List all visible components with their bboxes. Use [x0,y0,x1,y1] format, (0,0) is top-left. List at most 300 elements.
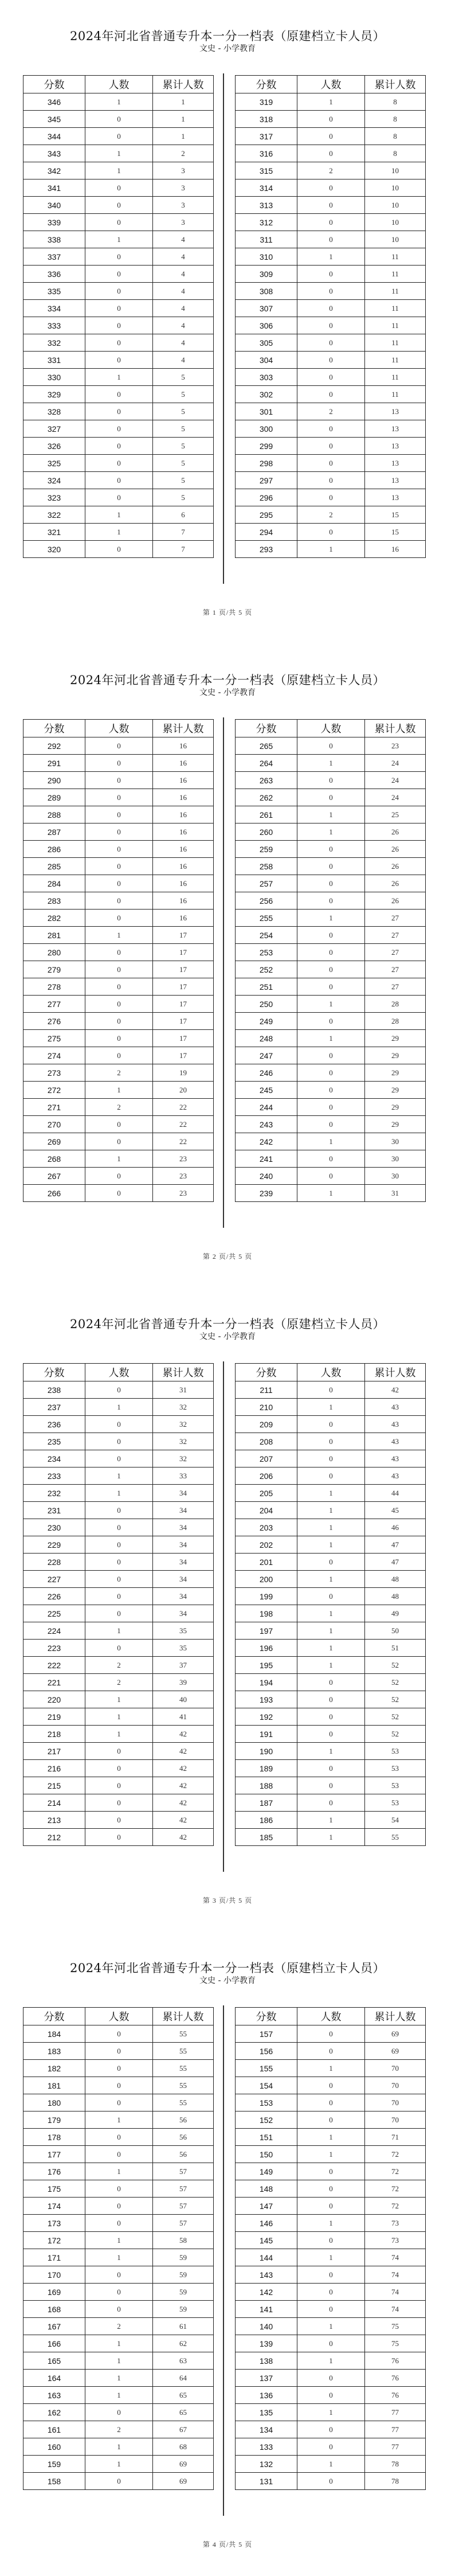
cell-cumulative: 72 [365,2180,426,2198]
cell-count: 1 [85,2438,153,2456]
header-count: 人数 [85,720,153,737]
cell-score: 321 [23,524,85,541]
cell-count: 0 [297,1777,365,1794]
cell-score: 248 [236,1030,297,1047]
column-divider [223,73,224,584]
cell-cumulative: 27 [365,927,426,944]
cell-score: 338 [23,231,85,248]
table-row [23,334,214,352]
cell-count: 0 [297,858,365,875]
cell-count: 0 [85,334,153,352]
table-row [236,1760,426,1777]
cell-score: 312 [236,214,297,231]
table-row [236,1726,426,1743]
cell-cumulative: 78 [365,2473,426,2490]
cell-count: 0 [85,541,153,558]
cell-cumulative: 1 [153,93,214,111]
cell-score: 243 [236,1116,297,1133]
page-footer: 第 4 页/共 5 页 [202,2540,253,2548]
table-row [23,2198,214,2215]
cell-count: 0 [85,858,153,875]
cell-score: 326 [23,438,85,455]
cell-score: 210 [236,1399,297,1416]
cell-cumulative: 55 [153,2060,214,2077]
table-row [23,1168,214,1185]
table-row [236,352,426,369]
cell-score: 199 [236,1588,297,1605]
cell-count: 0 [297,300,365,317]
header-cumulative: 累计人数 [365,2008,426,2025]
table-row [236,961,426,978]
cell-count: 0 [85,2284,153,2301]
table-row [236,2163,426,2180]
cell-cumulative: 52 [365,1691,426,1708]
cell-score: 288 [23,806,85,823]
header-score: 分数 [236,76,297,93]
cell-score: 247 [236,1047,297,1064]
cell-score: 309 [236,266,297,283]
cell-cumulative: 10 [365,197,426,214]
cell-score: 249 [236,1013,297,1030]
cell-cumulative: 29 [365,1064,426,1082]
cell-score: 185 [236,1829,297,1846]
header-score: 分数 [23,1364,85,1381]
cell-score: 177 [23,2146,85,2163]
cell-count: 1 [85,2352,153,2370]
cell-cumulative: 56 [153,2146,214,2163]
cell-cumulative: 16 [153,806,214,823]
cell-cumulative: 71 [365,2129,426,2146]
score-table-right [235,1363,426,1846]
cell-cumulative: 17 [153,961,214,978]
cell-count: 1 [297,1640,365,1657]
cell-count: 1 [297,1536,365,1554]
cell-score: 253 [236,944,297,961]
header-count: 人数 [297,720,365,737]
cell-score: 244 [236,1099,297,1116]
cell-count: 0 [85,2060,153,2077]
cell-cumulative: 55 [153,2077,214,2094]
table-row [23,455,214,472]
cell-score: 335 [23,283,85,300]
page-footer: 第 3 页/共 5 页 [202,1896,253,1904]
cell-count: 1 [297,1605,365,1622]
table-row [23,2456,214,2473]
cell-cumulative: 29 [365,1047,426,1064]
cell-cumulative: 30 [365,1133,426,1150]
cell-score: 235 [23,1433,85,1450]
cell-cumulative: 27 [365,978,426,996]
cell-cumulative: 26 [365,892,426,910]
cell-cumulative: 70 [365,2094,426,2111]
table-row [236,197,426,214]
cell-cumulative: 16 [153,737,214,755]
cell-count: 0 [85,472,153,489]
cell-count: 0 [297,386,365,403]
cell-score: 330 [23,369,85,386]
cell-count: 0 [85,2404,153,2421]
table-row [23,1536,214,1554]
cell-count: 0 [297,472,365,489]
table-row [23,1030,214,1047]
table-row [23,386,214,403]
cell-count: 0 [297,875,365,892]
table-header-row [236,2008,426,2025]
cell-count: 1 [85,145,153,162]
cell-score: 184 [23,2025,85,2043]
cell-score: 214 [23,1794,85,1812]
cell-cumulative: 17 [153,996,214,1013]
table-row [236,334,426,352]
cell-cumulative: 55 [153,2094,214,2111]
cell-count: 0 [85,386,153,403]
score-table-right [235,2007,426,2490]
cell-cumulative: 34 [153,1502,214,1519]
cell-score: 207 [236,1450,297,1467]
table-row [23,841,214,858]
table-row [236,858,426,875]
cell-score: 236 [23,1416,85,1433]
table-row [23,823,214,841]
cell-cumulative: 30 [365,1150,426,1168]
cell-count: 1 [297,248,365,266]
cell-count: 1 [297,2404,365,2421]
table-row [236,927,426,944]
table-row [236,231,426,248]
cell-score: 313 [236,197,297,214]
cell-score: 261 [236,806,297,823]
cell-cumulative: 47 [365,1536,426,1554]
cell-count: 0 [297,737,365,755]
cell-score: 137 [236,2370,297,2387]
cell-score: 144 [236,2249,297,2266]
cell-score: 189 [236,1760,297,1777]
table-row [236,737,426,755]
cell-score: 221 [23,1674,85,1691]
cell-count: 0 [297,1013,365,1030]
table-row [23,266,214,283]
cell-count: 1 [297,755,365,772]
table-row [236,1467,426,1485]
cell-score: 167 [23,2318,85,2335]
cell-cumulative: 5 [153,386,214,403]
cell-count: 0 [297,927,365,944]
cell-cumulative: 48 [365,1588,426,1605]
cell-count: 0 [85,772,153,789]
cell-score: 280 [23,944,85,961]
cell-cumulative: 43 [365,1433,426,1450]
cell-count: 1 [297,93,365,111]
cell-count: 0 [85,1133,153,1150]
cell-score: 291 [23,755,85,772]
cell-cumulative: 65 [153,2404,214,2421]
table-row [236,1794,426,1812]
cell-count: 0 [297,2284,365,2301]
table-row [23,2370,214,2387]
table-row [23,1381,214,1399]
cell-cumulative: 5 [153,438,214,455]
cell-count: 0 [297,420,365,438]
cell-cumulative: 42 [153,1743,214,1760]
table-row [236,1416,426,1433]
cell-score: 277 [23,996,85,1013]
table-row [23,1013,214,1030]
table-row [23,996,214,1013]
cell-score: 337 [23,248,85,266]
cell-cumulative: 23 [153,1185,214,1202]
cell-cumulative: 48 [365,1571,426,1588]
table-row [23,789,214,806]
cell-score: 139 [236,2335,297,2352]
cell-score: 286 [23,841,85,858]
cell-score: 270 [23,1116,85,1133]
cell-count: 0 [85,2025,153,2043]
table-row [236,1502,426,1519]
cell-count: 2 [297,506,365,524]
table-row [23,858,214,875]
column-divider [223,1361,224,1872]
cell-cumulative: 62 [153,2335,214,2352]
cell-score: 301 [236,403,297,420]
table-row [236,806,426,823]
cell-count: 0 [85,197,153,214]
cell-score: 222 [23,1657,85,1674]
table-row [236,2318,426,2335]
cell-cumulative: 10 [365,214,426,231]
table-row [23,2060,214,2077]
cell-count: 0 [297,2387,365,2404]
table-row [236,386,426,403]
cell-count: 0 [85,283,153,300]
cell-count: 0 [85,996,153,1013]
cell-count: 0 [85,806,153,823]
cell-cumulative: 31 [153,1381,214,1399]
table-row [23,472,214,489]
cell-cumulative: 32 [153,1433,214,1450]
cell-cumulative: 28 [365,1013,426,1030]
table-row [23,2387,214,2404]
page-subtitle: 文史 - 小学教育 [199,688,256,697]
cell-score: 314 [236,179,297,197]
cell-cumulative: 52 [365,1674,426,1691]
table-row [236,472,426,489]
cell-score: 346 [23,93,85,111]
cell-score: 296 [236,489,297,506]
cell-cumulative: 55 [153,2043,214,2060]
header-cumulative: 累计人数 [153,2008,214,2025]
table-row [236,2215,426,2232]
table-row [236,1777,426,1794]
cell-score: 134 [236,2421,297,2438]
table-row [23,1777,214,1794]
cell-count: 0 [85,737,153,755]
column-divider [223,717,224,1228]
table-row [23,1743,214,1760]
header-count: 人数 [85,76,153,93]
cell-count: 0 [85,875,153,892]
table-row [236,506,426,524]
cell-count: 0 [85,2266,153,2284]
cell-cumulative: 69 [365,2025,426,2043]
table-row [236,1622,426,1640]
cell-cumulative: 69 [365,2043,426,2060]
cell-score: 186 [236,1812,297,1829]
cell-cumulative: 50 [365,1622,426,1640]
header-score: 分数 [23,720,85,737]
cell-score: 276 [23,1013,85,1030]
table-row [23,2094,214,2111]
cell-score: 342 [23,162,85,179]
cell-count: 0 [297,841,365,858]
cell-cumulative: 64 [153,2370,214,2387]
cell-count: 0 [297,111,365,128]
cell-cumulative: 29 [365,1099,426,1116]
cell-cumulative: 76 [365,2370,426,2387]
cell-score: 345 [23,111,85,128]
cell-score: 164 [23,2370,85,2387]
cell-count: 1 [85,524,153,541]
cell-count: 0 [297,1708,365,1726]
cell-cumulative: 42 [153,1777,214,1794]
cell-cumulative: 43 [365,1399,426,1416]
cell-count: 0 [297,2094,365,2111]
cell-count: 1 [297,2352,365,2370]
cell-cumulative: 5 [153,403,214,420]
cell-count: 0 [297,789,365,806]
table-row [23,2215,214,2232]
table-row [236,1116,426,1133]
cell-count: 0 [297,2043,365,2060]
cell-score: 297 [236,472,297,489]
table-row [23,283,214,300]
cell-score: 278 [23,978,85,996]
table-row [236,755,426,772]
table-row [23,2352,214,2370]
cell-cumulative: 16 [153,858,214,875]
cell-score: 293 [236,541,297,558]
table-row [236,1605,426,1622]
header-count: 人数 [297,1364,365,1381]
cell-cumulative: 34 [153,1485,214,1502]
cell-count: 0 [85,1743,153,1760]
cell-count: 2 [85,2421,153,2438]
table-row [236,266,426,283]
cell-score: 150 [236,2146,297,2163]
page [0,1932,455,2576]
table-header-row [23,1364,214,1381]
cell-score: 149 [236,2163,297,2180]
cell-cumulative: 77 [365,2438,426,2456]
header-cumulative: 累计人数 [153,1364,214,1381]
cell-count: 0 [297,2370,365,2387]
table-row [23,438,214,455]
cell-cumulative: 16 [153,875,214,892]
cell-score: 152 [236,2111,297,2129]
cell-cumulative: 3 [153,179,214,197]
cell-cumulative: 19 [153,1064,214,1082]
cell-cumulative: 11 [365,352,426,369]
table-row [236,541,426,558]
table-row [23,927,214,944]
cell-count: 0 [85,1571,153,1588]
table-row [236,2335,426,2352]
table-row [236,875,426,892]
table-row [236,1150,426,1168]
cell-cumulative: 35 [153,1640,214,1657]
table-row [23,1467,214,1485]
table-row [236,2352,426,2370]
table-row [23,2404,214,2421]
table-row [23,1760,214,1777]
cell-cumulative: 17 [153,1030,214,1047]
cell-count: 1 [85,369,153,386]
cell-count: 1 [297,1185,365,1202]
cell-count: 0 [85,1554,153,1571]
cell-cumulative: 11 [365,266,426,283]
table-row [23,892,214,910]
cell-count: 0 [85,420,153,438]
cell-cumulative: 54 [365,1812,426,1829]
cell-count: 1 [85,2111,153,2129]
cell-score: 153 [236,2094,297,2111]
cell-count: 0 [297,214,365,231]
table-row [23,978,214,996]
cell-count: 0 [297,1554,365,1571]
cell-count: 0 [297,231,365,248]
cell-score: 228 [23,1554,85,1571]
cell-count: 0 [85,1433,153,1450]
cell-count: 0 [297,2301,365,2318]
table-row [23,2284,214,2301]
cell-score: 289 [23,789,85,806]
cell-score: 227 [23,1571,85,1588]
header-count: 人数 [85,2008,153,2025]
table-row [23,2163,214,2180]
cell-count: 1 [297,1829,365,1846]
cell-score: 215 [23,1777,85,1794]
cell-count: 1 [297,2456,365,2473]
cell-cumulative: 20 [153,1082,214,1099]
table-row [236,2370,426,2387]
cell-count: 0 [85,1829,153,1846]
table-row [23,541,214,558]
table-row [23,489,214,506]
cell-count: 0 [85,1416,153,1433]
cell-score: 225 [23,1605,85,1622]
cell-cumulative: 57 [153,2180,214,2198]
cell-count: 0 [85,841,153,858]
cell-score: 223 [23,1640,85,1657]
cell-cumulative: 4 [153,352,214,369]
table-row [23,128,214,145]
cell-cumulative: 26 [365,875,426,892]
cell-cumulative: 10 [365,179,426,197]
cell-score: 158 [23,2473,85,2490]
cell-cumulative: 4 [153,283,214,300]
cell-count: 0 [85,455,153,472]
table-row [23,1150,214,1168]
cell-cumulative: 68 [153,2438,214,2456]
table-row [23,1554,214,1571]
cell-count: 0 [297,1150,365,1168]
table-row [236,1185,426,1202]
cell-cumulative: 34 [153,1519,214,1536]
cell-score: 274 [23,1047,85,1064]
cell-count: 0 [297,1099,365,1116]
cell-count: 0 [85,1030,153,1047]
cell-count: 1 [297,1399,365,1416]
cell-cumulative: 63 [153,2352,214,2370]
